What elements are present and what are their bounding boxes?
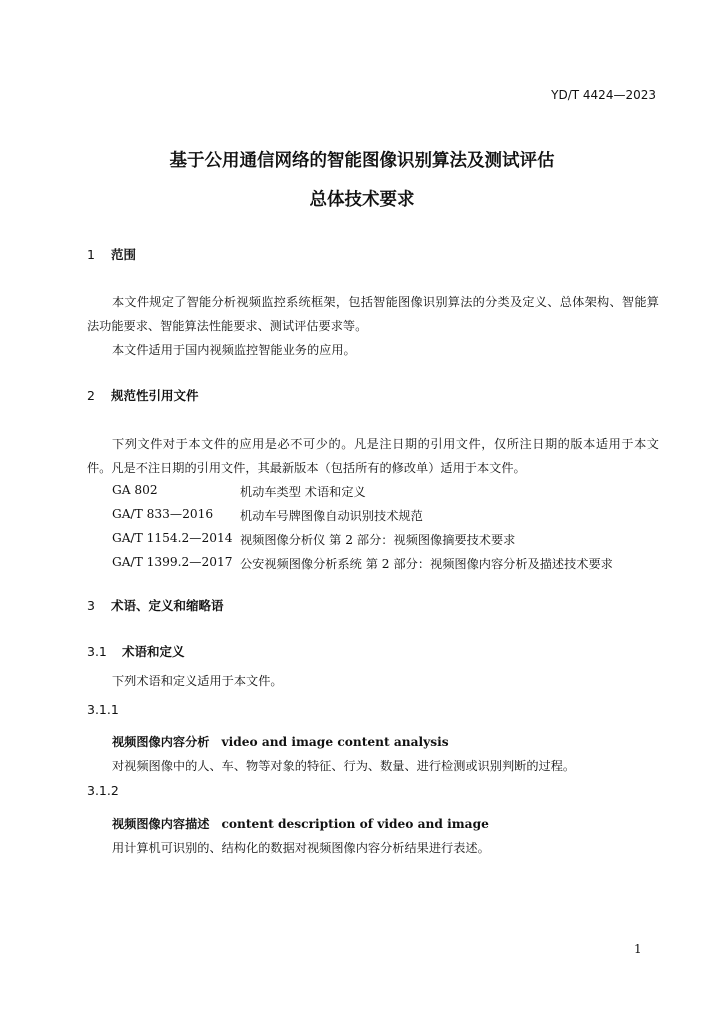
term-name-zh: 视频图像内容描述 <box>112 817 210 831</box>
section-title: 规范性引用文件 <box>110 388 199 403</box>
section-title: 范围 <box>110 247 136 262</box>
section-1-paragraph-2: 本文件适用于国内视频监控智能业务的应用。 <box>112 343 356 357</box>
subsection-number: 3.1 <box>87 644 107 659</box>
page-number: 1 <box>634 942 642 956</box>
reference-code: GA/T 1399.2—2017 <box>112 555 233 569</box>
section-2-intro: 下列文件对于本文件的应用是必不可少的。凡是注日期的引用文件，仅所注日期的版本适用于本文件。凡是不注日期的引用文件，其最新版本（包括所有的修改单）适用于本文件。 <box>87 437 659 475</box>
section-2-heading <box>87 386 199 404</box>
document-title-line-1: 基于公用通信网络的智能图像识别算法及测试评估 <box>169 151 555 171</box>
term-name-en: video and image content analysis <box>221 735 449 749</box>
reference-title: 公安视频图像分析系统 第 2 部分：视频图像内容分析及描述技术要求 <box>240 557 613 571</box>
subsection-3-1-intro: 下列术语和定义适用于本文件。 <box>112 674 283 688</box>
reference-code: GA/T 1154.2—2014 <box>112 531 233 545</box>
reference-code: GA/T 833—2016 <box>112 507 214 521</box>
term-entry <box>112 815 489 832</box>
section-number: 2 <box>87 388 95 403</box>
reference-title: 机动车类型 术语和定义 <box>240 485 366 499</box>
section-1-heading <box>87 245 136 263</box>
standard-code: YD/T 4424—2023 <box>551 88 656 102</box>
section-number: 3 <box>87 598 95 613</box>
section-title: 术语、定义和缩略语 <box>110 598 224 613</box>
term-entry <box>112 733 449 750</box>
section-3-heading <box>87 596 224 614</box>
document-title-line-2: 总体技术要求 <box>309 190 415 210</box>
term-name-en: content description of video and image <box>221 817 489 831</box>
section-1-paragraph-1: 本文件规定了智能分析视频监控系统框架，包括智能图像识别算法的分类及定义、总体架构、智能算法功能要求、智能算法性能要求、测试评估要求等。 <box>87 295 659 333</box>
term-number: 3.1.2 <box>87 783 119 798</box>
subsection-title: 术语和定义 <box>121 644 185 659</box>
term-definition: 对视频图像中的人、车、物等对象的特征、行为、数量、进行检测或识别判断的过程。 <box>112 759 576 773</box>
reference-title: 机动车号牌图像自动识别技术规范 <box>240 509 423 523</box>
reference-title: 视频图像分析仪 第 2 部分：视频图像摘要技术要求 <box>240 533 516 547</box>
subsection-3-1-heading <box>87 642 185 660</box>
reference-code: GA 802 <box>112 483 158 497</box>
term-definition: 用计算机可识别的、结构化的数据对视频图像内容分析结果进行表述。 <box>112 841 490 855</box>
term-name-zh: 视频图像内容分析 <box>112 735 210 749</box>
term-number: 3.1.1 <box>87 702 119 717</box>
section-number: 1 <box>87 247 95 262</box>
